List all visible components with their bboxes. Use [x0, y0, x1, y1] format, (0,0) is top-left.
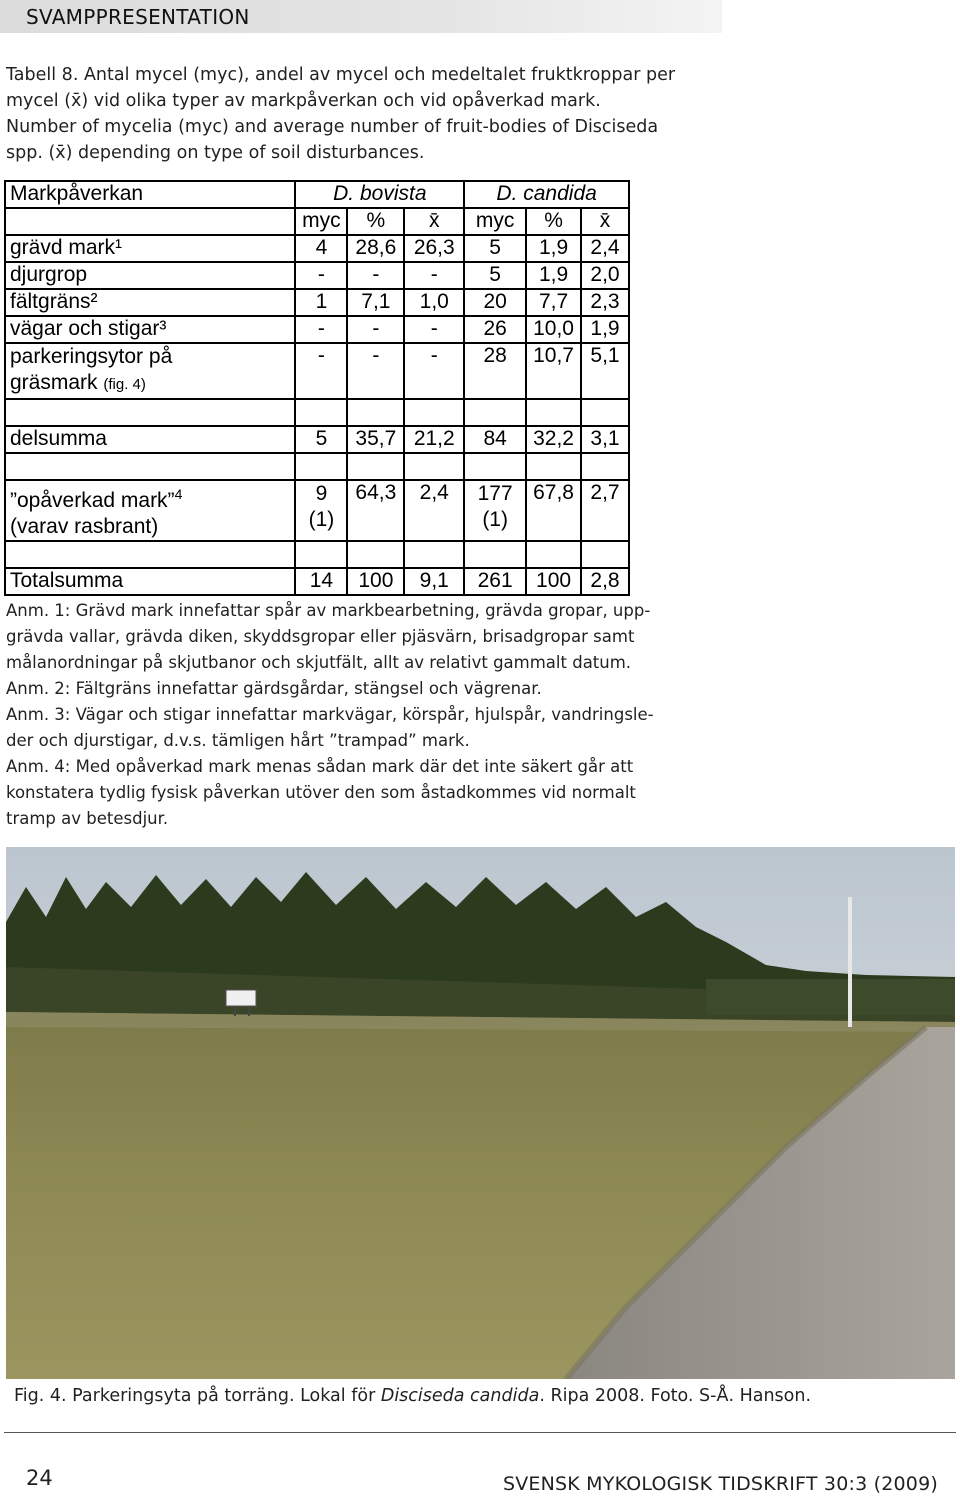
- note-line: konstatera tydlig fysisk påverkan utöver den som åstadkommes vid normalt: [6, 783, 636, 802]
- row-label: [5, 343, 295, 399]
- subheader-percent: %: [526, 208, 581, 235]
- subtotal-row: [5, 426, 629, 453]
- cell: 84: [464, 426, 526, 453]
- cell: 32,2: [526, 426, 581, 453]
- cell: 5: [295, 426, 347, 453]
- note-line: Anm. 1: Grävd mark innefattar spår av markbearbetning, grävda gropar, upp-: [6, 601, 651, 620]
- subheader-mean: x̄: [581, 208, 629, 235]
- cell: 177 (1): [464, 480, 526, 541]
- total-row: [5, 568, 629, 595]
- cell: 64,3: [347, 480, 404, 541]
- cell: 2,3: [581, 289, 629, 316]
- figure-reference: (fig. 4): [103, 376, 146, 393]
- footnote-marker: ³: [159, 317, 167, 340]
- subheader-myc: myc: [464, 208, 526, 235]
- figure-caption: [14, 1386, 811, 1406]
- cell: -: [295, 343, 347, 399]
- group-header-bovista: D. bovista: [295, 181, 464, 208]
- column-header-markpaverkan: Markpåverkan: [5, 181, 295, 208]
- data-table-container: [4, 180, 630, 592]
- figure-caption-text: . Ripa 2008. Foto. S-Å. Hanson.: [539, 1386, 812, 1406]
- footer-divider: [4, 1432, 956, 1433]
- note-line: Anm. 4: Med opåverkad mark menas sådan mark där det inte säkert går att: [6, 757, 634, 776]
- cell: 26: [464, 316, 526, 343]
- empty-cell: [5, 208, 295, 235]
- caption-line: mycel (x̄) vid olika typer av markpåverkan och vid opåverkad mark.: [6, 91, 601, 111]
- cell: 9 (1): [295, 480, 347, 541]
- note-line: målanordningar på skjutbanor och skjutfält, allt av relativt gammalt datum.: [6, 653, 632, 672]
- subheader-percent: %: [347, 208, 404, 235]
- spacer-row: [5, 453, 629, 480]
- row-label-text: djurgrop: [10, 263, 88, 286]
- undisturbed-row: [5, 480, 629, 541]
- cell: 14: [295, 568, 347, 595]
- subcount: (1): [308, 508, 335, 531]
- subheader-mean: x̄: [404, 208, 464, 235]
- row-label-text: fältgräns: [10, 290, 91, 313]
- table-caption: [6, 62, 676, 166]
- cell: 21,2: [404, 426, 464, 453]
- cell: 2,7: [581, 480, 629, 541]
- row-label: [5, 235, 295, 262]
- cell: 26,3: [404, 235, 464, 262]
- row-label-text: parkeringsytor på: [10, 345, 173, 368]
- landscape-photo: [6, 847, 955, 1379]
- cell: -: [347, 343, 404, 399]
- note-line: grävda vallar, grävda diken, skyddsgropar eller pjäsvärn, brisadgropar samt: [6, 627, 635, 646]
- journal-title: SVENSK MYKOLOGISK TIDSKRIFT 30:3 (2009): [502, 1473, 938, 1495]
- caption-line: Number of mycelia (myc) and average number of fruit-bodies of Disciseda: [6, 117, 659, 137]
- cell: 1,9: [526, 262, 581, 289]
- cell: 20: [464, 289, 526, 316]
- species-name: Disciseda candida: [380, 1386, 540, 1406]
- cell: -: [404, 262, 464, 289]
- cell: 100: [347, 568, 404, 595]
- row-label: delsumma: [5, 426, 295, 453]
- table-row: [5, 262, 629, 289]
- cell: 5: [464, 235, 526, 262]
- cell: 28,6: [347, 235, 404, 262]
- cell: -: [295, 316, 347, 343]
- data-table: [4, 180, 630, 596]
- cell: -: [295, 262, 347, 289]
- note-line: Anm. 2: Fältgräns innefattar gärdsgårdar, stängsel och vägrenar.: [6, 679, 542, 698]
- cell: 35,7: [347, 426, 404, 453]
- cell: 5,1: [581, 343, 629, 399]
- subheader-myc: myc: [295, 208, 347, 235]
- table-row: [5, 235, 629, 262]
- cell: 10,0: [526, 316, 581, 343]
- row-label-text: gräsmark: [10, 371, 98, 394]
- cell: -: [404, 316, 464, 343]
- row-label-text: vägar och stigar: [10, 317, 160, 340]
- cell: 2,8: [581, 568, 629, 595]
- cell: 1: [295, 289, 347, 316]
- row-label-text: grävd mark: [10, 236, 116, 259]
- footnote-marker: ¹: [115, 236, 123, 259]
- cell: 2,0: [581, 262, 629, 289]
- cell: 1,9: [526, 235, 581, 262]
- cell: 261: [464, 568, 526, 595]
- cell: 100: [526, 568, 581, 595]
- cell: -: [347, 262, 404, 289]
- spacer-row: [5, 399, 629, 426]
- cell: 5: [464, 262, 526, 289]
- cell: 7,1: [347, 289, 404, 316]
- note-line: Anm. 3: Vägar och stigar innefattar markvägar, körspår, hjulspår, vandringsle-: [6, 705, 654, 724]
- cell: -: [404, 343, 464, 399]
- row-label: [5, 480, 295, 541]
- subcount: (1): [482, 508, 508, 531]
- row-label: Totalsumma: [5, 568, 295, 595]
- section-title: SVAMPPRESENTATION: [26, 5, 250, 29]
- caption-line: Tabell 8. Antal mycel (myc), andel av mycel och medeltalet fruktkroppar per: [6, 65, 676, 85]
- cell: 67,8: [526, 480, 581, 541]
- cell: 1,0: [404, 289, 464, 316]
- row-label: [5, 262, 295, 289]
- table-header-row: [5, 181, 629, 208]
- cell: 10,7: [526, 343, 581, 399]
- note-line: tramp av betesdjur.: [6, 809, 169, 828]
- photo-illustration: [6, 847, 955, 1379]
- page-number: 24: [26, 1466, 53, 1490]
- cell: 2,4: [404, 480, 464, 541]
- row-label-text: ”opåverkad mark”: [10, 489, 175, 512]
- spacer-row: [5, 541, 629, 568]
- cell: -: [347, 316, 404, 343]
- table-row: [5, 316, 629, 343]
- table-row: [5, 289, 629, 316]
- cell: 3,1: [581, 426, 629, 453]
- group-header-candida: D. candida: [464, 181, 629, 208]
- cell: 1,9: [581, 316, 629, 343]
- table-row: [5, 343, 629, 399]
- footnote-marker: 4: [174, 486, 183, 502]
- cell: 28: [464, 343, 526, 399]
- cell: 7,7: [526, 289, 581, 316]
- cell: 4: [295, 235, 347, 262]
- table-subheader-row: [5, 208, 629, 235]
- note-line: der och djurstigar, d.v.s. tämligen hårt ”trampad” mark.: [6, 731, 470, 750]
- caption-line: spp. (x̄) depending on type of soil disturbances.: [6, 143, 425, 163]
- row-label: [5, 316, 295, 343]
- figure-caption-text: Fig. 4. Parkeringsyta på torräng. Lokal för: [14, 1386, 381, 1406]
- row-label-text: (varav rasbrant): [10, 515, 159, 538]
- row-label: [5, 289, 295, 316]
- table-notes: [6, 598, 654, 832]
- cell: 9,1: [404, 568, 464, 595]
- footnote-marker: ²: [90, 290, 98, 313]
- cell: 2,4: [581, 235, 629, 262]
